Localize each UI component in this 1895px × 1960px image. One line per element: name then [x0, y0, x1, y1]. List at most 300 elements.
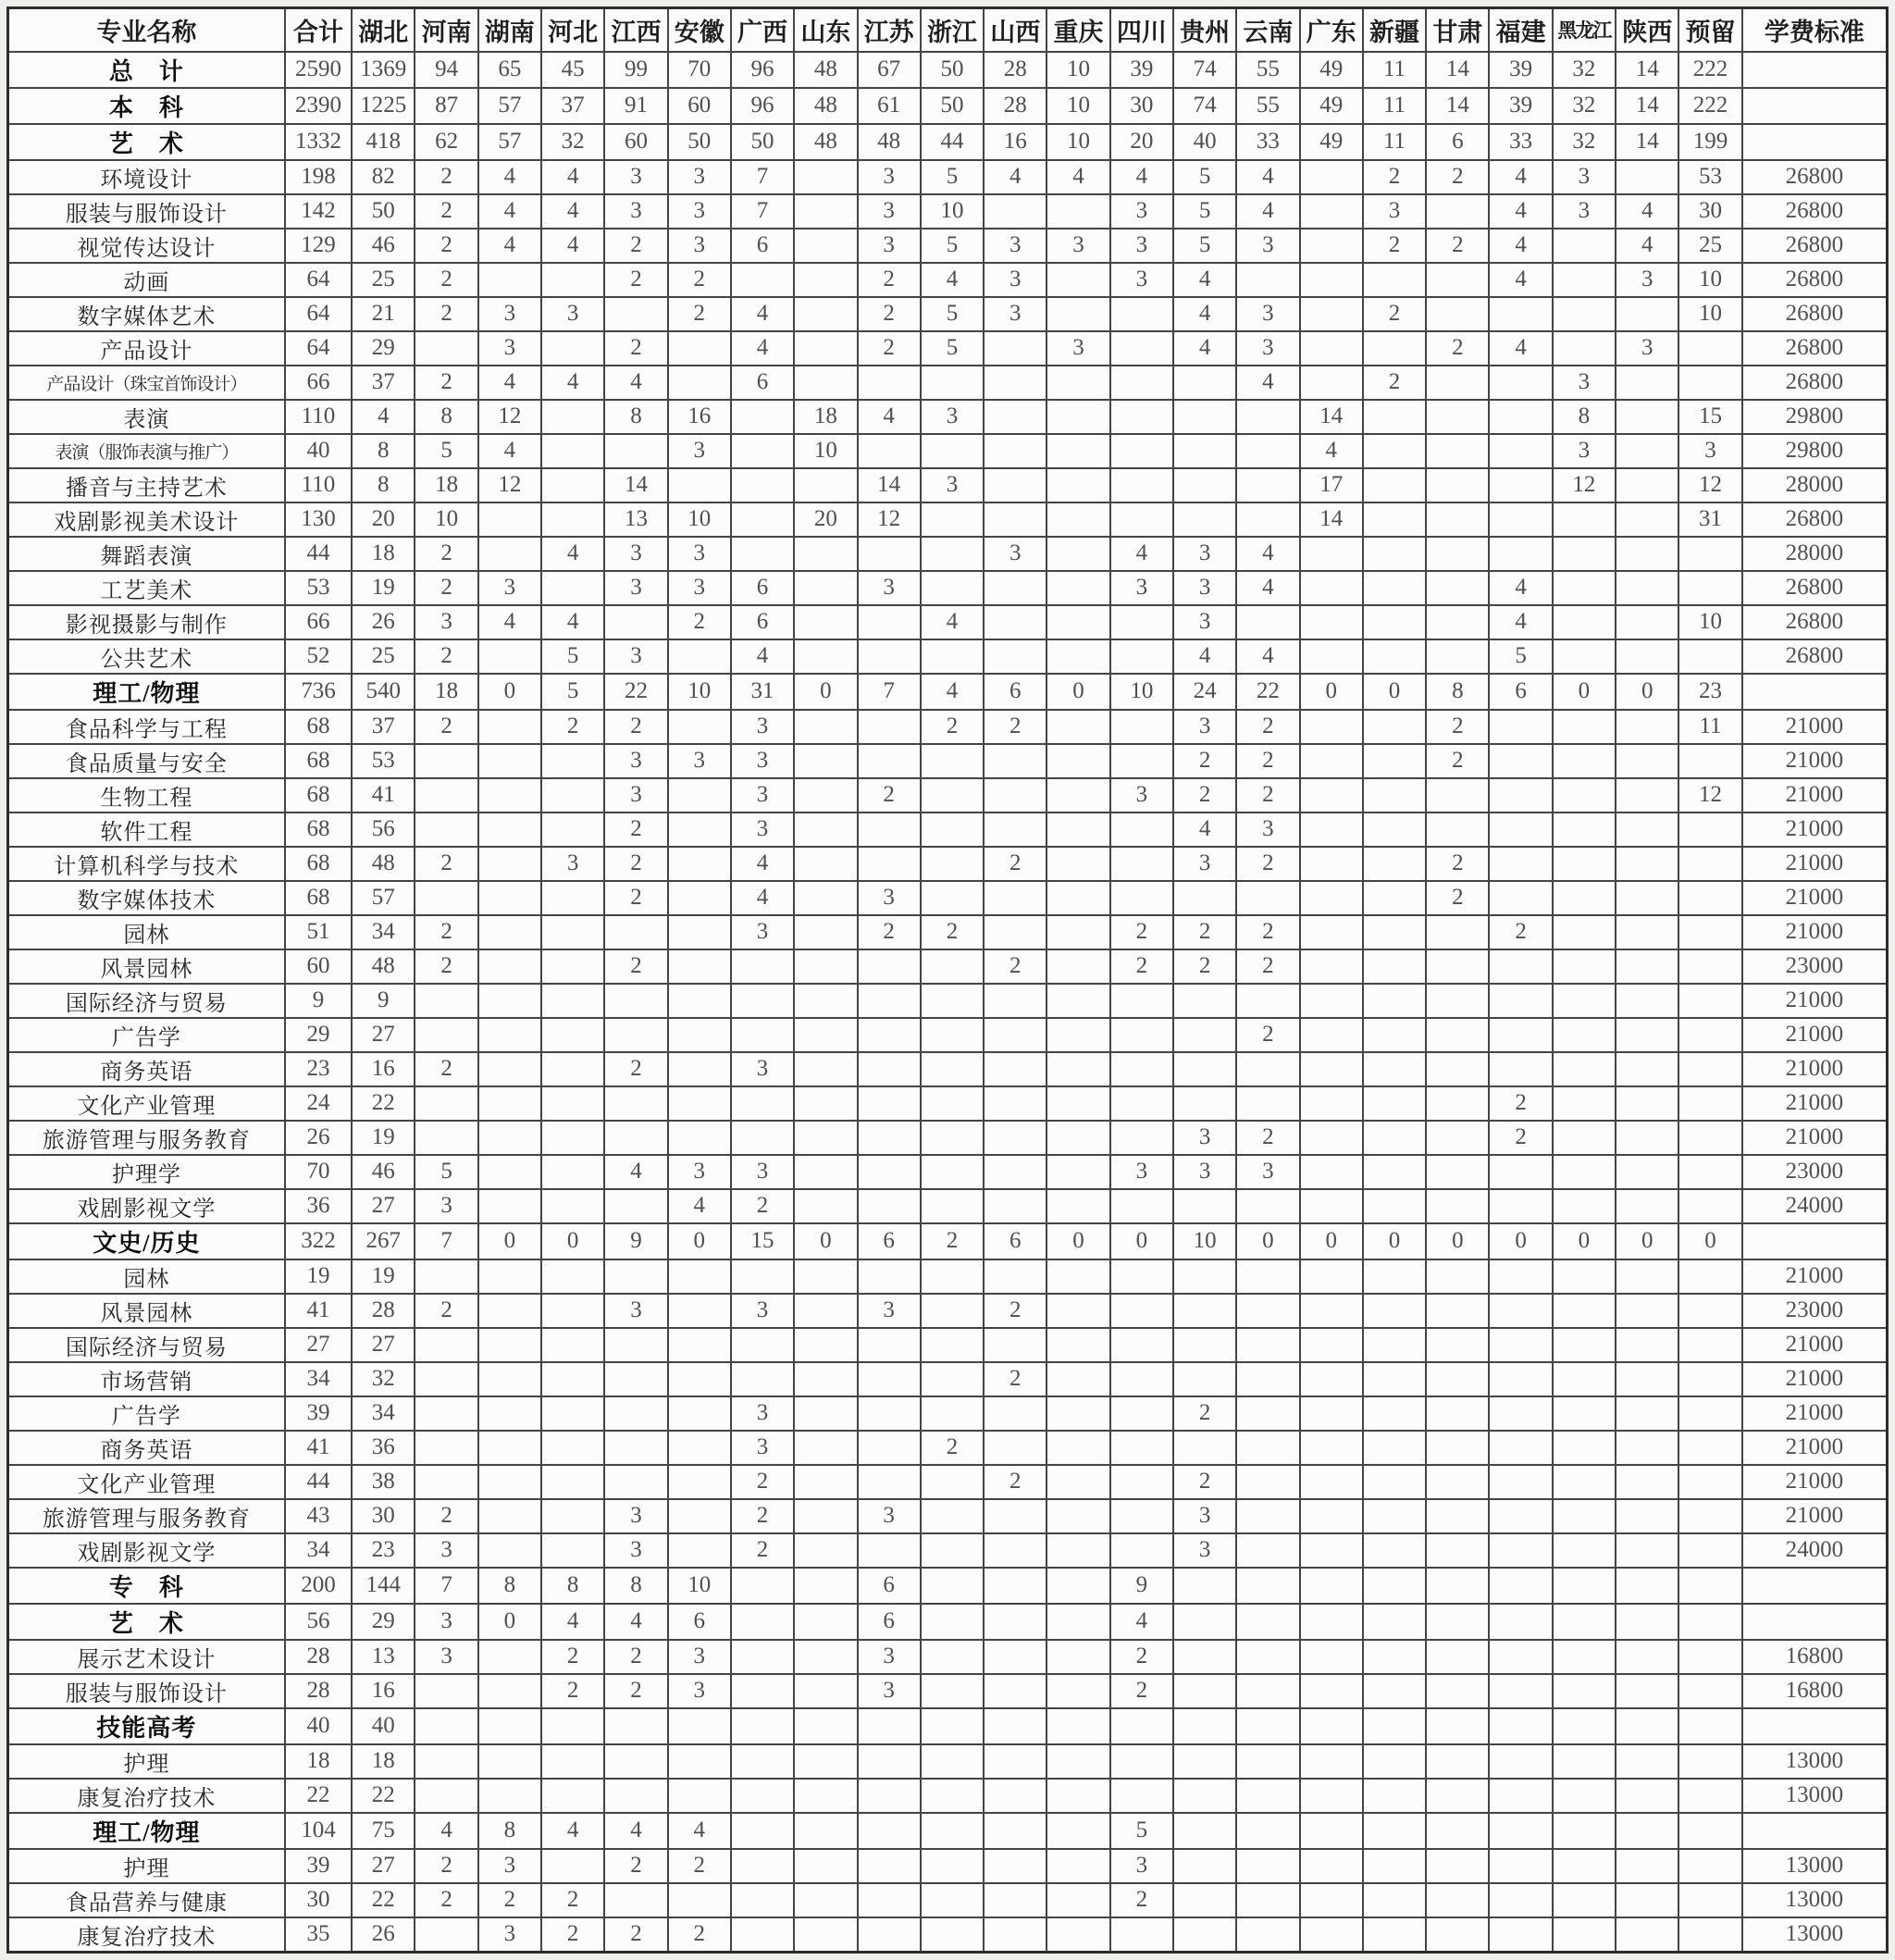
value-cell: 20	[352, 502, 415, 537]
value-cell: 36	[285, 1189, 352, 1223]
value-cell: 2	[668, 297, 731, 331]
value-cell	[1110, 1917, 1173, 1953]
value-cell: 3	[1236, 813, 1299, 847]
value-cell	[1363, 1744, 1426, 1779]
value-cell	[858, 847, 921, 881]
value-cell	[731, 1259, 794, 1294]
value-cell	[478, 1259, 541, 1294]
value-cell: 2	[1173, 1465, 1236, 1499]
value-cell	[1489, 1465, 1552, 1499]
value-cell	[1363, 1121, 1426, 1155]
value-cell: 27	[285, 1328, 352, 1362]
value-cell	[1363, 710, 1426, 744]
value-cell	[668, 1499, 731, 1533]
value-cell	[1426, 1121, 1489, 1155]
value-cell	[668, 710, 731, 744]
value-cell	[1300, 1708, 1363, 1744]
value-cell	[1173, 1604, 1236, 1640]
value-cell: 3	[604, 160, 667, 194]
value-cell	[731, 1744, 794, 1779]
value-cell: 4	[1173, 263, 1236, 297]
value-cell	[1047, 1499, 1109, 1533]
value-cell	[1426, 1465, 1489, 1499]
value-cell: 2	[921, 1431, 984, 1465]
value-cell	[1489, 1155, 1552, 1189]
value-cell	[858, 1779, 921, 1813]
value-cell	[1173, 1362, 1236, 1396]
value-cell	[921, 1568, 984, 1604]
value-cell: 22	[1236, 674, 1299, 710]
value-cell: 0	[1363, 674, 1426, 710]
value-cell	[1553, 1328, 1616, 1362]
value-cell	[415, 1396, 477, 1431]
value-cell: 2	[604, 949, 667, 984]
value-cell	[984, 1568, 1047, 1604]
value-cell: 25	[352, 263, 415, 297]
fee-cell: 26800	[1742, 194, 1888, 229]
value-cell	[1553, 1189, 1616, 1223]
value-cell	[1426, 915, 1489, 949]
value-cell: 3	[1173, 1155, 1236, 1189]
value-cell	[794, 639, 857, 674]
value-cell	[1110, 1708, 1173, 1744]
value-cell	[1553, 949, 1616, 984]
major-name-cell: 影视摄影与制作	[8, 605, 285, 639]
value-cell	[921, 434, 984, 468]
value-cell: 37	[352, 366, 415, 400]
value-cell: 4	[478, 605, 541, 639]
value-cell	[921, 813, 984, 847]
value-cell	[1047, 1086, 1109, 1121]
fee-cell: 21000	[1742, 984, 1888, 1018]
value-cell	[731, 1883, 794, 1917]
value-cell	[1173, 1189, 1236, 1223]
value-cell: 3	[604, 639, 667, 674]
value-cell	[1363, 1499, 1426, 1533]
value-cell: 70	[668, 52, 731, 88]
value-cell: 10	[1047, 124, 1109, 160]
value-cell: 4	[541, 1813, 604, 1849]
value-cell: 50	[921, 88, 984, 124]
value-cell	[858, 1431, 921, 1465]
value-cell	[478, 537, 541, 571]
value-cell	[1300, 710, 1363, 744]
value-cell	[668, 1362, 731, 1396]
value-cell	[858, 1813, 921, 1849]
value-cell	[478, 984, 541, 1018]
value-cell	[1363, 537, 1426, 571]
major-name-cell: 园林	[8, 1259, 285, 1294]
value-cell: 2	[415, 1294, 477, 1328]
value-cell: 3	[984, 263, 1047, 297]
value-cell: 6	[731, 605, 794, 639]
value-cell: 2	[1236, 1018, 1299, 1052]
column-header-21: 黑龙江	[1553, 8, 1616, 52]
value-cell	[541, 571, 604, 605]
value-cell: 19	[352, 1259, 415, 1294]
value-cell: 2	[415, 263, 477, 297]
value-cell	[1616, 1328, 1678, 1362]
value-cell: 67	[858, 52, 921, 88]
value-cell: 0	[1616, 674, 1678, 710]
value-cell: 5	[1110, 1813, 1173, 1849]
value-cell: 22	[352, 1883, 415, 1917]
value-cell: 4	[731, 639, 794, 674]
value-cell	[415, 778, 477, 813]
value-cell	[984, 468, 1047, 502]
value-cell	[1616, 1813, 1678, 1849]
value-cell	[1553, 1294, 1616, 1328]
value-cell	[604, 1708, 667, 1744]
value-cell	[668, 1533, 731, 1568]
fee-cell: 29800	[1742, 434, 1888, 468]
value-cell	[1047, 847, 1109, 881]
value-cell: 2390	[285, 88, 352, 124]
value-cell	[984, 1604, 1047, 1640]
value-cell	[1489, 366, 1552, 400]
value-cell: 8	[352, 468, 415, 502]
column-header-12: 山西	[984, 8, 1047, 52]
value-cell	[731, 1328, 794, 1362]
value-cell: 4	[1616, 229, 1678, 263]
section-row	[8, 1813, 1888, 1849]
value-cell	[1110, 1744, 1173, 1779]
value-cell	[794, 331, 857, 366]
value-cell: 74	[1173, 88, 1236, 124]
value-cell: 5	[921, 229, 984, 263]
value-cell	[984, 778, 1047, 813]
value-cell: 3	[668, 1674, 731, 1708]
value-cell	[1426, 1259, 1489, 1294]
value-cell	[1110, 1533, 1173, 1568]
value-cell	[794, 1813, 857, 1849]
table-row	[8, 434, 1888, 468]
value-cell	[731, 263, 794, 297]
value-cell: 25	[1678, 229, 1741, 263]
value-cell: 17	[1300, 468, 1363, 502]
value-cell	[1110, 813, 1173, 847]
value-cell: 3	[731, 915, 794, 949]
value-cell	[794, 468, 857, 502]
value-cell: 0	[1616, 1223, 1678, 1259]
value-cell: 4	[478, 194, 541, 229]
value-cell: 0	[478, 1604, 541, 1640]
value-cell: 3	[415, 1533, 477, 1568]
value-cell	[1236, 1883, 1299, 1917]
value-cell	[1678, 1640, 1741, 1674]
value-cell: 2	[1110, 949, 1173, 984]
value-cell: 22	[352, 1086, 415, 1121]
value-cell	[1426, 1189, 1489, 1223]
value-cell	[1173, 1708, 1236, 1744]
major-name-cell: 总 计	[8, 52, 285, 88]
value-cell: 3	[858, 194, 921, 229]
major-name-cell: 服装与服饰设计	[8, 1674, 285, 1708]
value-cell	[1426, 1362, 1489, 1396]
value-cell: 23	[1678, 674, 1741, 710]
value-cell: 61	[858, 88, 921, 124]
table-row	[8, 1086, 1888, 1121]
value-cell	[984, 1431, 1047, 1465]
value-cell: 0	[1300, 674, 1363, 710]
value-cell	[921, 1640, 984, 1674]
value-cell	[794, 984, 857, 1018]
value-cell	[1047, 571, 1109, 605]
value-cell	[478, 1189, 541, 1223]
value-cell	[1363, 1604, 1426, 1640]
fee-cell: 13000	[1742, 1744, 1888, 1779]
value-cell: 91	[604, 88, 667, 124]
value-cell: 27	[352, 1849, 415, 1883]
value-cell	[1616, 502, 1678, 537]
value-cell: 40	[1173, 124, 1236, 160]
value-cell	[478, 1294, 541, 1328]
fee-cell: 28000	[1742, 537, 1888, 571]
value-cell	[1363, 1883, 1426, 1917]
value-cell	[921, 881, 984, 915]
column-header-9: 山东	[794, 8, 857, 52]
value-cell: 8	[415, 400, 477, 434]
value-cell	[1300, 1155, 1363, 1189]
value-cell	[541, 1396, 604, 1431]
value-cell	[1300, 949, 1363, 984]
value-cell: 56	[285, 1604, 352, 1640]
value-cell	[478, 847, 541, 881]
value-cell	[984, 1499, 1047, 1533]
value-cell	[794, 1362, 857, 1396]
value-cell: 19	[352, 571, 415, 605]
value-cell	[1173, 1640, 1236, 1674]
value-cell	[921, 1708, 984, 1744]
value-cell	[794, 1431, 857, 1465]
table-row	[8, 1779, 1888, 1813]
value-cell	[1363, 1849, 1426, 1883]
value-cell	[1426, 1568, 1489, 1604]
value-cell	[1426, 1328, 1489, 1362]
value-cell	[1236, 1431, 1299, 1465]
value-cell	[604, 605, 667, 639]
fee-cell: 26800	[1742, 605, 1888, 639]
value-cell: 2	[668, 263, 731, 297]
value-cell	[1173, 468, 1236, 502]
value-cell	[921, 778, 984, 813]
value-cell: 3	[668, 1155, 731, 1189]
value-cell	[1363, 468, 1426, 502]
value-cell	[1047, 1883, 1109, 1917]
value-cell	[1426, 1431, 1489, 1465]
major-name-cell: 本 科	[8, 88, 285, 124]
value-cell: 4	[541, 1604, 604, 1640]
value-cell	[604, 915, 667, 949]
value-cell	[604, 1259, 667, 1294]
value-cell: 3	[478, 297, 541, 331]
value-cell: 2	[415, 949, 477, 984]
value-cell	[731, 1018, 794, 1052]
value-cell: 4	[1173, 331, 1236, 366]
value-cell	[858, 366, 921, 400]
value-cell	[1678, 1294, 1741, 1328]
value-cell	[858, 1362, 921, 1396]
value-cell	[921, 1121, 984, 1155]
value-cell	[1300, 1533, 1363, 1568]
value-cell	[604, 1189, 667, 1223]
value-cell: 68	[285, 847, 352, 881]
value-cell	[1678, 1052, 1741, 1086]
value-cell	[858, 1917, 921, 1953]
value-cell	[1047, 1533, 1109, 1568]
fee-cell: 21000	[1742, 1465, 1888, 1499]
value-cell: 87	[415, 88, 477, 124]
value-cell: 6	[858, 1604, 921, 1640]
value-cell: 104	[285, 1813, 352, 1849]
value-cell	[984, 331, 1047, 366]
value-cell	[1236, 1362, 1299, 1396]
value-cell: 57	[352, 881, 415, 915]
value-cell: 3	[668, 744, 731, 778]
value-cell	[478, 1328, 541, 1362]
value-cell	[1553, 1465, 1616, 1499]
value-cell: 540	[352, 674, 415, 710]
value-cell: 4	[1236, 639, 1299, 674]
fee-cell: 16800	[1742, 1674, 1888, 1708]
value-cell	[1678, 1018, 1741, 1052]
value-cell	[1300, 229, 1363, 263]
value-cell: 52	[285, 639, 352, 674]
value-cell	[731, 1779, 794, 1813]
table-row	[8, 1499, 1888, 1533]
value-cell	[794, 366, 857, 400]
fee-cell: 21000	[1742, 1121, 1888, 1155]
table-row	[8, 331, 1888, 366]
value-cell: 15	[731, 1223, 794, 1259]
value-cell	[1489, 1362, 1552, 1396]
column-header-20: 福建	[1489, 8, 1552, 52]
value-cell	[984, 1533, 1047, 1568]
value-cell: 3	[858, 571, 921, 605]
value-cell: 9	[285, 984, 352, 1018]
value-cell	[1489, 1779, 1552, 1813]
value-cell: 32	[541, 124, 604, 160]
value-cell: 6	[858, 1568, 921, 1604]
column-header-22: 陕西	[1616, 8, 1678, 52]
fee-cell: 21000	[1742, 881, 1888, 915]
value-cell	[1489, 537, 1552, 571]
value-cell: 3	[478, 1917, 541, 1953]
value-cell	[1363, 949, 1426, 984]
value-cell	[1173, 1018, 1236, 1052]
value-cell	[731, 1917, 794, 1953]
value-cell: 16	[352, 1674, 415, 1708]
value-cell: 2	[731, 1499, 794, 1533]
value-cell	[415, 1708, 477, 1744]
value-cell	[1426, 1849, 1489, 1883]
value-cell	[415, 881, 477, 915]
value-cell	[1173, 1328, 1236, 1362]
value-cell	[1047, 744, 1109, 778]
value-cell	[1616, 1640, 1678, 1674]
value-cell	[858, 1533, 921, 1568]
table-row	[8, 1052, 1888, 1086]
value-cell	[921, 502, 984, 537]
value-cell: 2	[1489, 1086, 1552, 1121]
value-cell	[921, 1849, 984, 1883]
value-cell	[1300, 1813, 1363, 1849]
column-header-2: 湖北	[352, 8, 415, 52]
value-cell: 39	[1489, 52, 1552, 88]
value-cell	[1553, 1849, 1616, 1883]
value-cell	[478, 502, 541, 537]
value-cell	[1047, 915, 1109, 949]
value-cell	[1678, 1533, 1741, 1568]
value-cell	[1489, 881, 1552, 915]
value-cell: 5	[921, 331, 984, 366]
value-cell: 3	[604, 778, 667, 813]
value-cell	[921, 1744, 984, 1779]
value-cell	[1110, 1121, 1173, 1155]
value-cell	[1678, 1396, 1741, 1431]
major-name-cell: 风景园林	[8, 949, 285, 984]
value-cell	[1489, 847, 1552, 881]
major-name-cell: 理工/物理	[8, 1813, 285, 1849]
value-cell: 41	[285, 1431, 352, 1465]
value-cell	[1236, 1568, 1299, 1604]
value-cell: 2	[731, 1533, 794, 1568]
value-cell: 14	[1616, 88, 1678, 124]
value-cell	[1300, 537, 1363, 571]
value-cell	[1553, 1086, 1616, 1121]
value-cell	[478, 1155, 541, 1189]
value-cell	[794, 1018, 857, 1052]
value-cell	[478, 710, 541, 744]
value-cell	[921, 744, 984, 778]
value-cell	[668, 915, 731, 949]
value-cell: 31	[731, 674, 794, 710]
value-cell: 2	[1236, 710, 1299, 744]
value-cell: 18	[415, 674, 477, 710]
value-cell	[794, 1640, 857, 1674]
value-cell: 222	[1678, 88, 1741, 124]
value-cell	[1616, 1708, 1678, 1744]
value-cell	[1616, 1018, 1678, 1052]
value-cell: 10	[1678, 605, 1741, 639]
value-cell: 96	[731, 52, 794, 88]
table-row	[8, 813, 1888, 847]
value-cell	[415, 1465, 477, 1499]
value-cell	[1553, 744, 1616, 778]
value-cell	[1047, 434, 1109, 468]
value-cell	[668, 1883, 731, 1917]
value-cell	[1489, 1189, 1552, 1223]
value-cell	[1616, 1568, 1678, 1604]
value-cell: 68	[285, 813, 352, 847]
value-cell	[1678, 1779, 1741, 1813]
value-cell	[1616, 1259, 1678, 1294]
value-cell: 2	[604, 1849, 667, 1883]
value-cell	[794, 1917, 857, 1953]
value-cell: 3	[1110, 229, 1173, 263]
value-cell	[1173, 502, 1236, 537]
value-cell: 5	[921, 297, 984, 331]
fee-cell: 21000	[1742, 1396, 1888, 1431]
value-cell	[1616, 744, 1678, 778]
value-cell	[1236, 1849, 1299, 1883]
value-cell	[668, 881, 731, 915]
value-cell	[1426, 1155, 1489, 1189]
value-cell: 3	[1616, 331, 1678, 366]
value-cell	[1616, 710, 1678, 744]
fee-cell: 26800	[1742, 297, 1888, 331]
value-cell	[794, 1086, 857, 1121]
